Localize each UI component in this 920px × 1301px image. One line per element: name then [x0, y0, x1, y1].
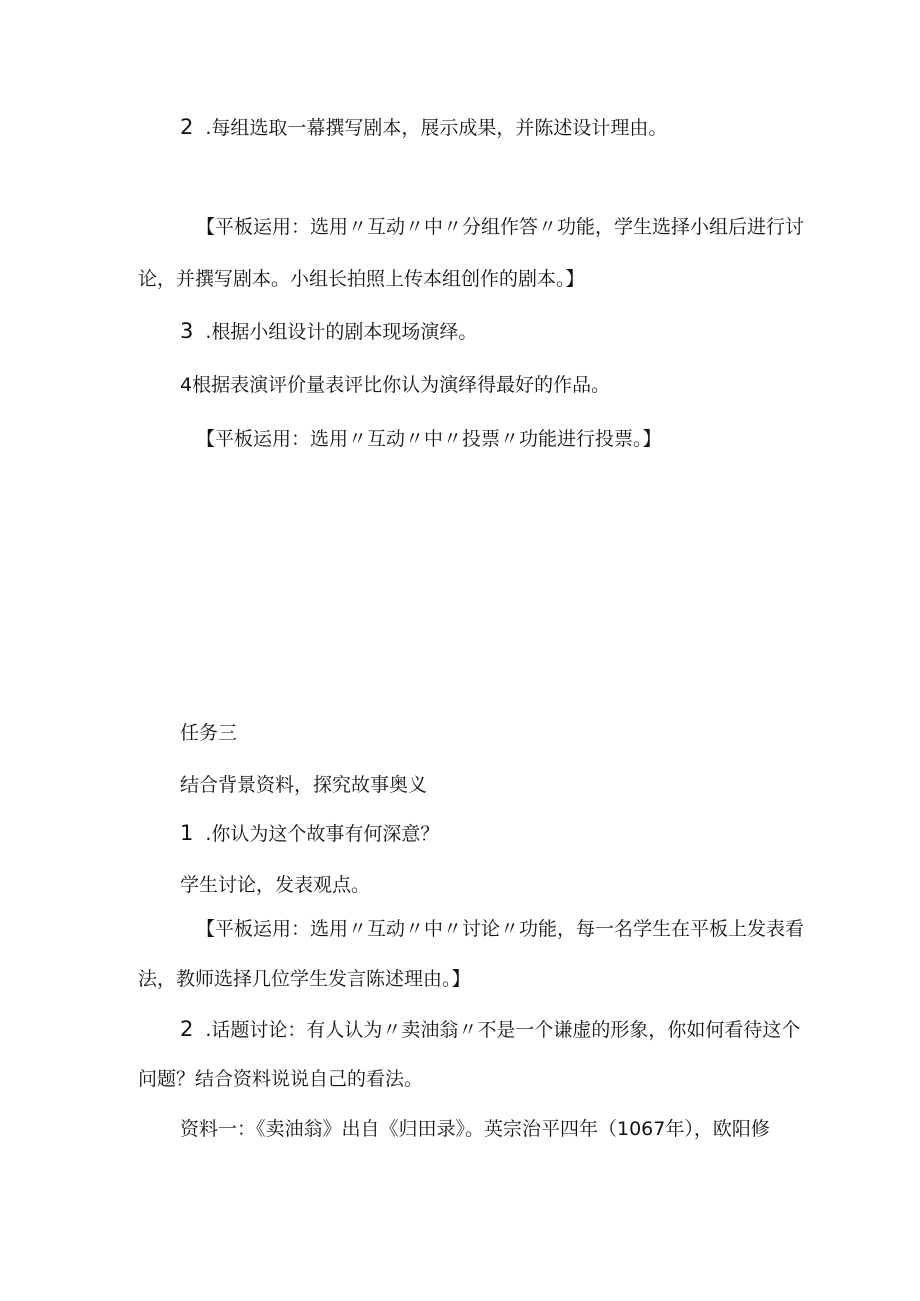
paragraph-step-4: 4根据表演评价量表评比你认为演绎得最好的作品。 [180, 374, 611, 396]
step-number: 3 [180, 319, 194, 343]
task-subheading: 结合背景资料，探究故事奥义 [180, 774, 428, 796]
tablet-note-2: 【平板运用：选用〃互动〃中〃投票〃功能进行投票。】 [196, 428, 662, 450]
question-number: 2 [180, 1017, 194, 1041]
step-text: .根据小组设计的剧本现场演绎。 [205, 321, 478, 343]
question-2-line-2: 问题？结合资料说说自己的看法。 [138, 1068, 424, 1090]
tablet-note-1-line-2: 论，并撰写剧本。小组长拍照上传本组创作的剧本。】 [138, 268, 585, 290]
task-heading: 任务三 [180, 722, 238, 744]
question-1 [180, 820, 439, 847]
material-1: 资料一：《卖油翁》出自《归田录》。英宗治平四年（1067年），欧阳修 [180, 1118, 770, 1140]
paragraph-step-3 [180, 318, 477, 345]
tablet-note-1-line-1: 【平板运用：选用〃互动〃中〃分组作答〃功能，学生选择小组后进行讨 [196, 216, 805, 238]
question-text: .你认为这个故事有何深意？ [205, 823, 440, 845]
step-text: .每组选取一幕撰写剧本，展示成果，并陈述设计理由。 [205, 117, 668, 139]
question-text: .话题讨论：有人认为〃卖油翁〃不是一个谦虚的形象，你如何看待这个 [205, 1019, 801, 1041]
question-number: 1 [180, 821, 194, 845]
tablet-note-3-line-2: 法，教师选择几位学生发言陈述理由。】 [138, 968, 471, 990]
discussion-line: 学生讨论，发表观点。 [180, 874, 371, 896]
paragraph-step-2 [180, 114, 667, 141]
question-2-line-1 [180, 1016, 800, 1043]
step-number: 2 [180, 115, 194, 139]
tablet-note-3-line-1: 【平板运用：选用〃互动〃中〃讨论〃功能，每一名学生在平板上发表看 [196, 918, 805, 940]
